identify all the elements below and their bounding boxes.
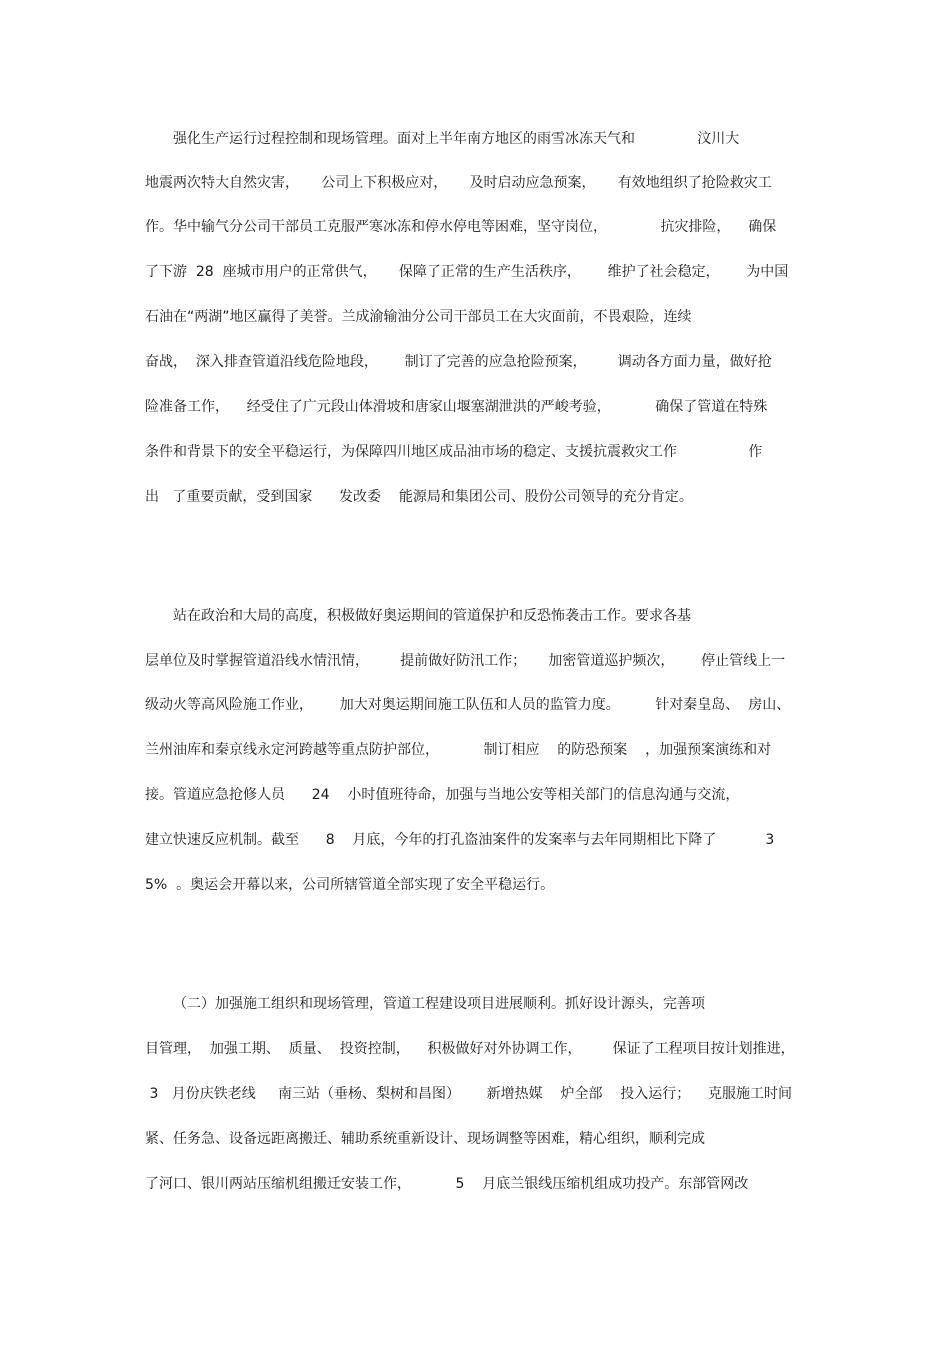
paragraph-3-line-3: 3 月份庆铁老线 南三站（垂杨、梨树和昌图） 新增热媒 炉全部 投入运行； 克服施工时间 <box>145 1086 793 1102</box>
paragraph-2-line-7: 5% 。奥运会开幕以来，公司所辖管道全部实现了安全平稳运行。 <box>145 877 555 893</box>
paragraph-2-line-1: 站在政治和大局的高度，积极做好奥运期间的管道保护和反恐怖袭击工作。要求各基 <box>173 608 691 624</box>
paragraph-1-line-2: 地震两次特大自然灾害， 公司上下积极应对， 及时启动应急预案， 有效地组织了抢险救灾工 <box>145 175 772 191</box>
paragraph-1-line-4: 了下游 28 座城市用户的正常供气， 保障了正常的生产生活秩序， 维护了社会稳定， 为中国 <box>145 264 789 280</box>
paragraph-1-line-9: 出 了重要贡献，受到国家 发改委 能源局和集团公司、股份公司领导的充分肯定。 <box>145 489 693 505</box>
paragraph-1-line-8: 条件和背景下的安全平稳运行，为保障四川地区成品油市场的稳定、支援抗震救灾工作 作 <box>145 444 763 460</box>
paragraph-2-line-5: 接。管道应急抢修人员 24 小时值班待命，加强与当地公安等相关部门的信息沟通与交流， <box>145 787 740 803</box>
paragraph-1-line-1: 强化生产运行过程控制和现场管理。面对上半年南方地区的雨雪冰冻天气和 汶川大 <box>173 131 740 147</box>
paragraph-2-line-2: 层单位及时掌握管道沿线水情汛情， 提前做好防汛工作； 加密管道巡护频次， 停止管线上一 <box>145 653 786 669</box>
paragraph-3-line-4: 紧、任务急、设备远距离搬迁、辅助系统重新设计、现场调整等困难，精心组织，顺利完成 <box>145 1131 705 1147</box>
paragraph-1-line-5: 石油在“两湖”地区赢得了美誉。兰成渝输油分公司干部员工在大灾面前，不畏艰险，连续 <box>145 309 692 325</box>
paragraph-3-line-5: 了河口、银川两站压缩机组搬迁安装工作， 5 月底兰银线压缩机组成功投产。东部管网改 <box>145 1176 749 1192</box>
paragraph-3-line-2: 目管理， 加强工期、 质量、 投资控制， 积极做好对外协调工作， 保证了工程项目按计划推进， <box>145 1041 795 1057</box>
paragraph-1-line-7: 险准备工作， 经受住了广元段山体滑坡和唐家山堰塞湖泄洪的严峻考验， 确保了管道在特殊 <box>145 399 768 415</box>
paragraph-2-line-6: 建立快速反应机制。截至 8 月底，今年的打孔盗油案件的发案率与去年同期相比下降了 3 <box>145 832 775 848</box>
paragraph-1-line-3: 作。华中输气分公司干部员工克服严寒冰冻和停水停电等困难，坚守岗位， 抗灾排险， 确保 <box>145 219 777 235</box>
paragraph-1-line-6: 奋战， 深入排查管道沿线危险地段， 制订了完善的应急抢险预案， 调动各方面力量，做好抢 <box>145 354 772 370</box>
paragraph-2-line-3: 级动火等高风险施工作业， 加大对奥运期间施工队伍和人员的监管力度。 针对秦皇岛、 房山、 <box>145 697 791 713</box>
paragraph-2-line-4: 兰州油库和秦京线永定河跨越等重点防护部位， 制订相应 的防恐预案 ，加强预案演练和对 <box>145 742 772 758</box>
paragraph-3-line-1: （二）加强施工组织和现场管理，管道工程建设项目进展顺利。抓好设计源头，完善项 <box>173 996 705 1012</box>
